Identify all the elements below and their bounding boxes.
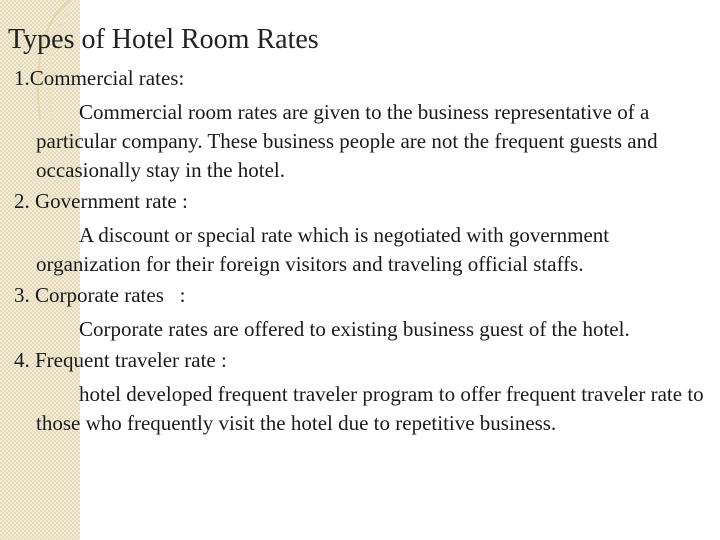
- item-body-government: A discount or special rate which is negotiated with government organization for their foreign visitors and traveling official staffs.: [36, 223, 610, 276]
- item-heading-commercial: 1.Commercial rates:: [14, 66, 185, 90]
- item-body-commercial: Commercial room rates are given to the business representative of a particular company. These business people are not the frequent guests and occasionally stay in the hotel.: [36, 100, 658, 182]
- rate-types-list: [12, 64, 718, 439]
- item-body-corporate: Corporate rates are offered to existing business guest of the hotel.: [79, 317, 630, 341]
- item-heading-frequent-traveler: 4. Frequent traveler rate :: [14, 348, 227, 372]
- item-heading-government: 2. Government rate :: [14, 189, 188, 213]
- item-heading-corporate: 3. Corporate rates :: [14, 283, 186, 307]
- item-body-frequent-traveler: hotel developed frequent traveler program to offer frequent traveler rate to those who frequently visit the hotel due to repetitive business.: [36, 382, 704, 435]
- page-title: Types of Hotel Room Rates: [8, 24, 319, 55]
